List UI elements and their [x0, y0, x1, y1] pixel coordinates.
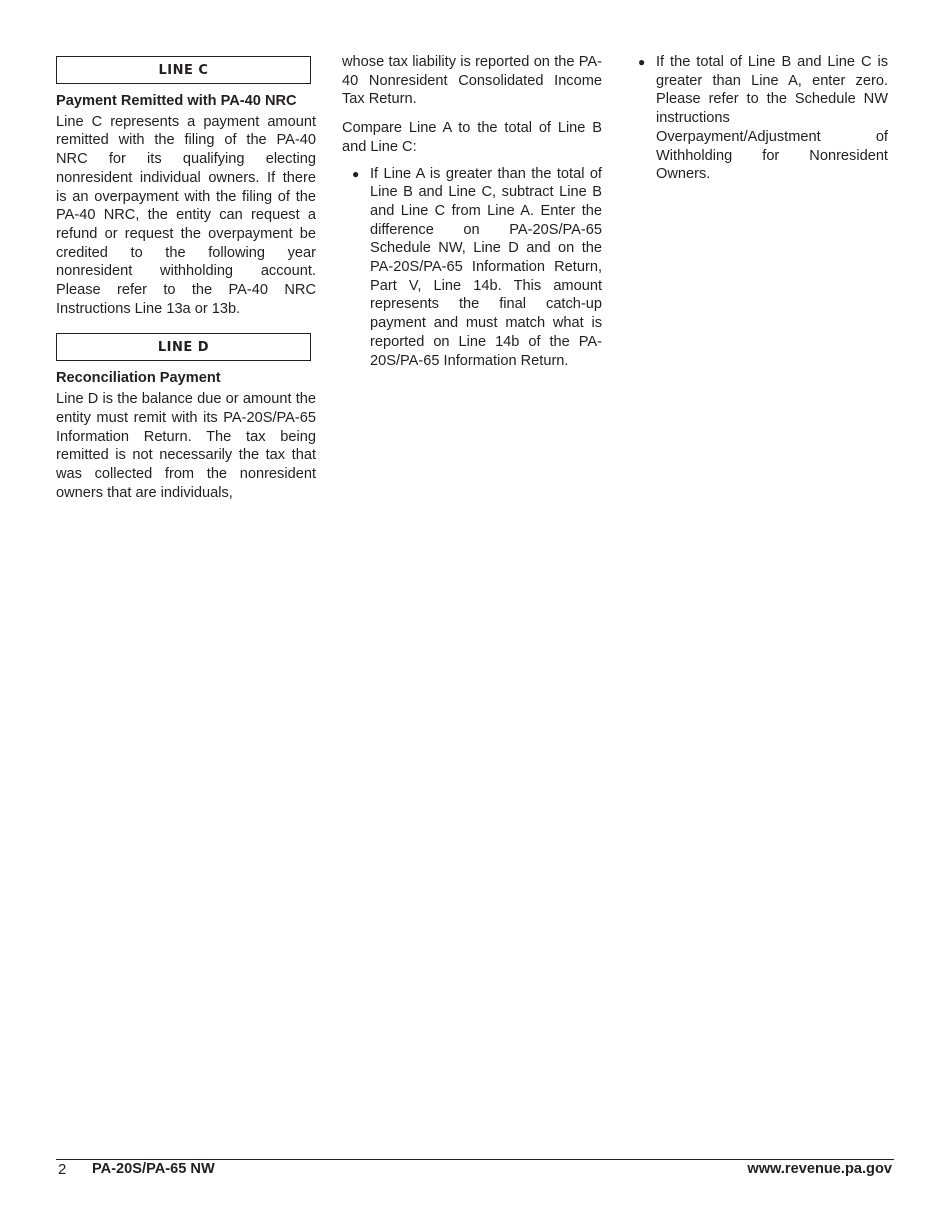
line-d-body: Line D is the balance due or amount the entity must remit with its PA-20S/PA-65 Information Return. The tax being remitted is not necessarily the tax that was collected from the nonresident owners that are individuals, — [56, 391, 316, 501]
compare-bullet-list — [342, 165, 602, 371]
compare-bullet-list-continued — [638, 53, 888, 184]
line-c-heading: LINE C — [158, 62, 209, 78]
line-c-body: Line C represents a payment amount remitted with the filing of the PA-40 NRC for its qualifying electing nonresident individual owners. If there is an overpayment with the filing of the PA-40 NRC, the entity can request a refund or request the overpayment be credited to the following year nonresident withholding account. Please refer to the PA-40 NRC Instructions Line 13a or 13b. — [56, 113, 316, 317]
page-footer — [56, 1160, 894, 1180]
compare-intro: Compare Line A to the total of Line B and Line C: — [342, 120, 602, 155]
line-d-continuation: whose tax liability is reported on the PA-40 Nonresident Consolidated Income Tax Return. — [342, 54, 602, 108]
list-item — [638, 53, 888, 184]
column-2 — [342, 53, 602, 370]
column-3 — [638, 53, 888, 184]
line-c-heading-box — [56, 56, 311, 84]
bullet-dot-icon: ● — [638, 55, 646, 69]
bullet-text: If Line A is greater than the total of Line B and Line C, subtract Line B and Line C from Line A. Enter the difference on PA-20S/PA-65 Schedule NW, Line D and on the PA-20S/PA-65 Information Return, Part V, Line 14b. This amount represents the final catch-up payment and must match what is reported on Line 14b of the PA-20S/PA-65 Information Return. — [370, 165, 602, 369]
line-d-heading: LINE D — [157, 339, 210, 355]
line-d-heading-box — [56, 333, 311, 361]
line-d-subheading: Reconciliation Payment — [56, 370, 221, 387]
bullet-dot-icon: ● — [352, 166, 360, 181]
website-link[interactable]: www.revenue.pa.gov — [747, 1161, 892, 1177]
bullet-text: If the total of Line B and Line C is greater than Line A, enter zero. Please refer to the Schedule NW instructions Overpayment/Adjustment of Withholding for Nonresident Owners. — [656, 54, 888, 183]
page-number: 2 — [58, 1161, 67, 1178]
list-item — [342, 165, 602, 371]
form-name: PA-20S/PA-65 NW — [92, 1161, 215, 1177]
column-1 — [56, 53, 316, 502]
line-c-subheading: Payment Remitted with PA-40 NRC — [56, 93, 297, 109]
